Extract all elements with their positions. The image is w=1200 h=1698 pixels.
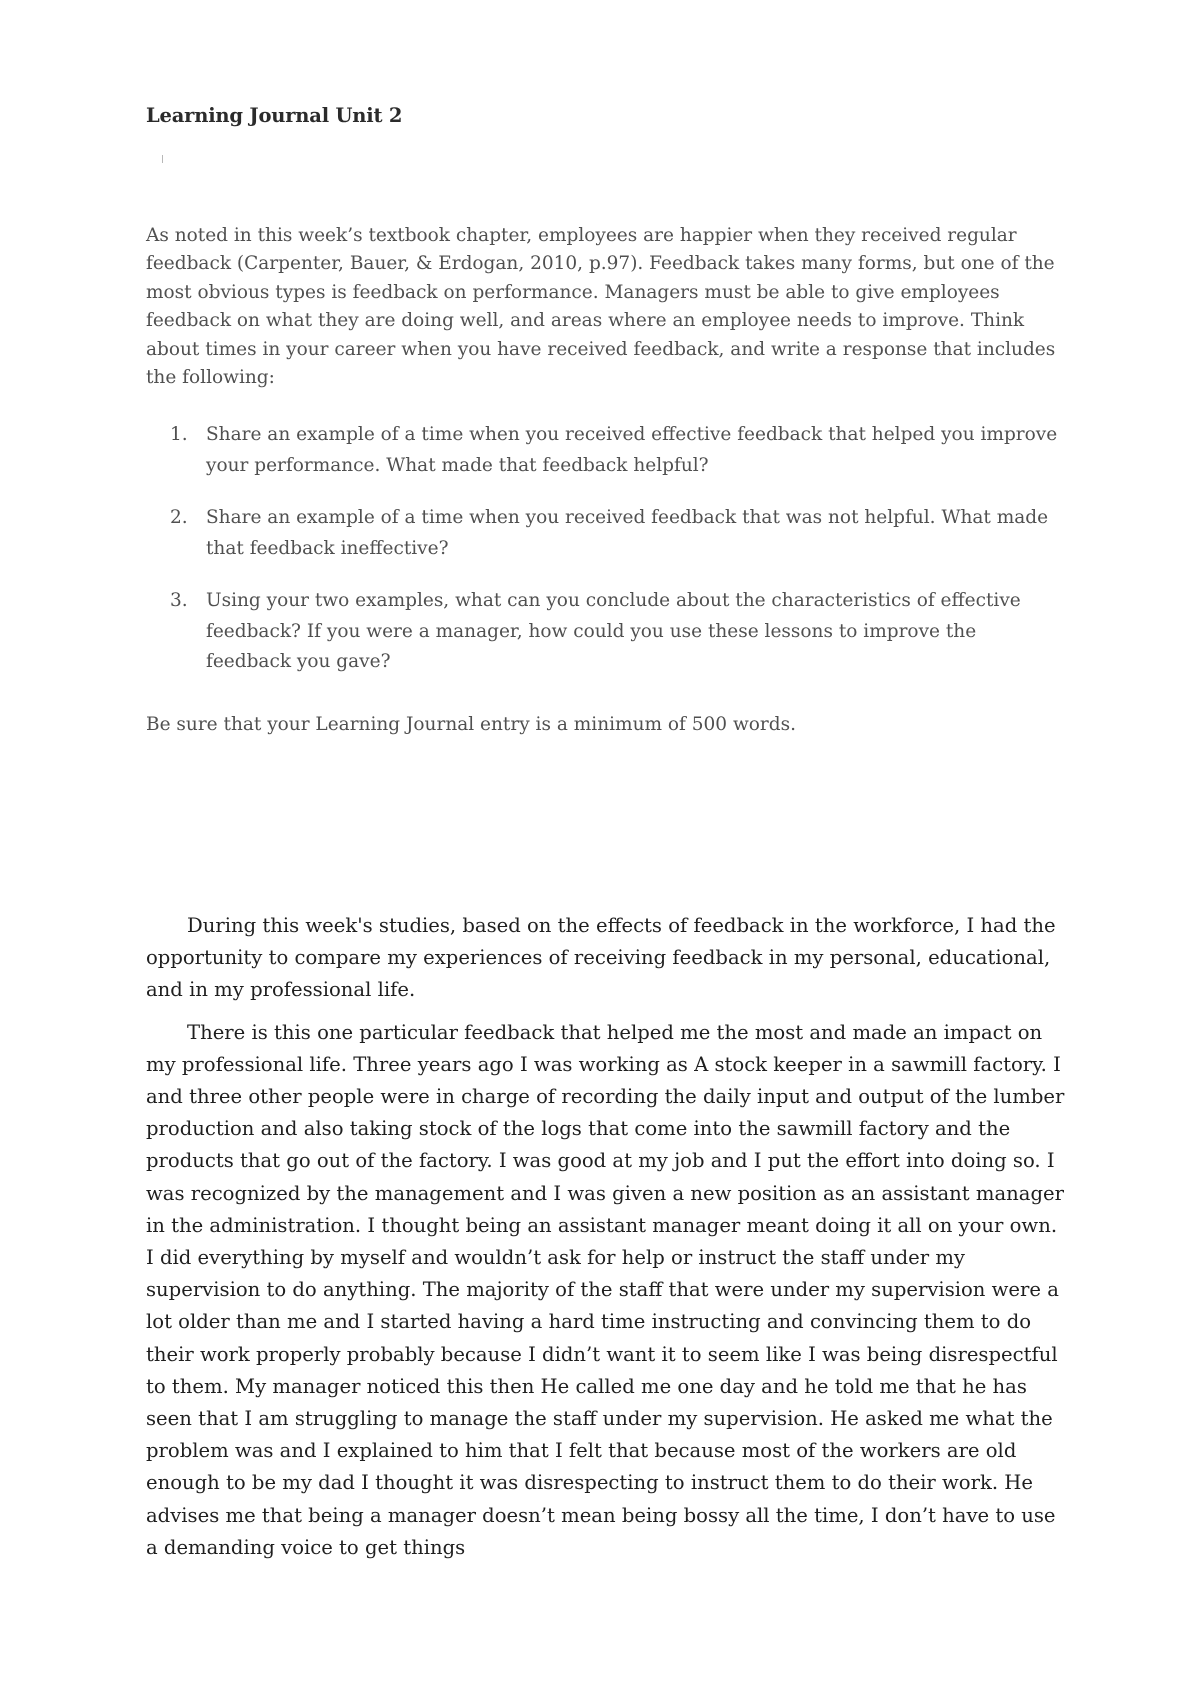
essay-paragraph: During this week's studies, based on the effects of feedback in the workforce, I had the opportunity to compare my experiences of receiving feedback in my personal, educational, and in my professional life. — [146, 914, 1056, 1002]
journal-response — [146, 910, 1066, 1574]
question-list — [146, 420, 1066, 700]
word-count-reminder: Be sure that your Learning Journal entry is a minimum of 500 words. — [146, 714, 796, 735]
document-title: Learning Journal Unit 2 — [146, 104, 403, 127]
question-number: 3. — [170, 590, 188, 611]
question-text: Using your two examples, what can you conclude about the characteristics of effective feedback? If you were a manager, how could you use these lessons to improve the feedback you gave? — [206, 590, 1021, 672]
question-number: 2. — [170, 507, 188, 528]
essay-paragraph: There is this one particular feedback that helped me the most and made an impact on my professional life. Three years ago I was working as A stock keeper in a sawmill factory. I and three other people were in charge of recording the daily input and output of the lumber production and also taking stock of the logs that come into the sawmill factory and the products that go out of the factory. I was good at my job and I put the effort into doing so. I was recognized by the management and I was given a new position as an assistant manager in the administration. I thought being an assistant manager meant doing it all on your own. I did everything by myself and wouldn’t ask for help or instruct the staff under my supervision to do anything. The majority of the staff that were under my supervision were a lot older than me and I started having a hard time instructing and convincing them to do their work properly probably because I didn’t want it to seem like I was being disrespectful to them. My manager noticed this then He called me one day and he told me that he has seen that I am struggling to manage the staff under my supervision. He asked me what the problem was and I explained to him that I felt that because most of the workers are old enough to be my dad I thought it was disrespecting to instruct them to do their work. He advises me that being a manager doesn’t mean being bossy all the time, I don’t have to use a demanding voice to get things — [146, 1020, 1065, 1559]
question-text: Share an example of a time when you received effective feedback that helped you improve your performance. What made that feedback helpful? — [206, 424, 1058, 476]
cursor-mark — [162, 155, 163, 163]
question-item — [146, 420, 1066, 481]
question-number: 1. — [170, 424, 188, 445]
question-text: Share an example of a time when you received feedback that was not helpful. What made that feedback ineffective? — [206, 507, 1049, 559]
question-item — [146, 586, 1066, 678]
prompt-intro: As noted in this week’s textbook chapter, employees are happier when they received regular feedback (Carpenter, Bauer, & Erdogan, 2010, p.97). Feedback takes many forms, but one of the most obvious types is feedback on performance. Managers must be able to give employees feedback on what they are doing well, and areas where an employee needs to improve. Think about times in your career when you have received feedback, and write a response that includes the following: — [146, 225, 1056, 389]
question-item — [146, 503, 1066, 564]
